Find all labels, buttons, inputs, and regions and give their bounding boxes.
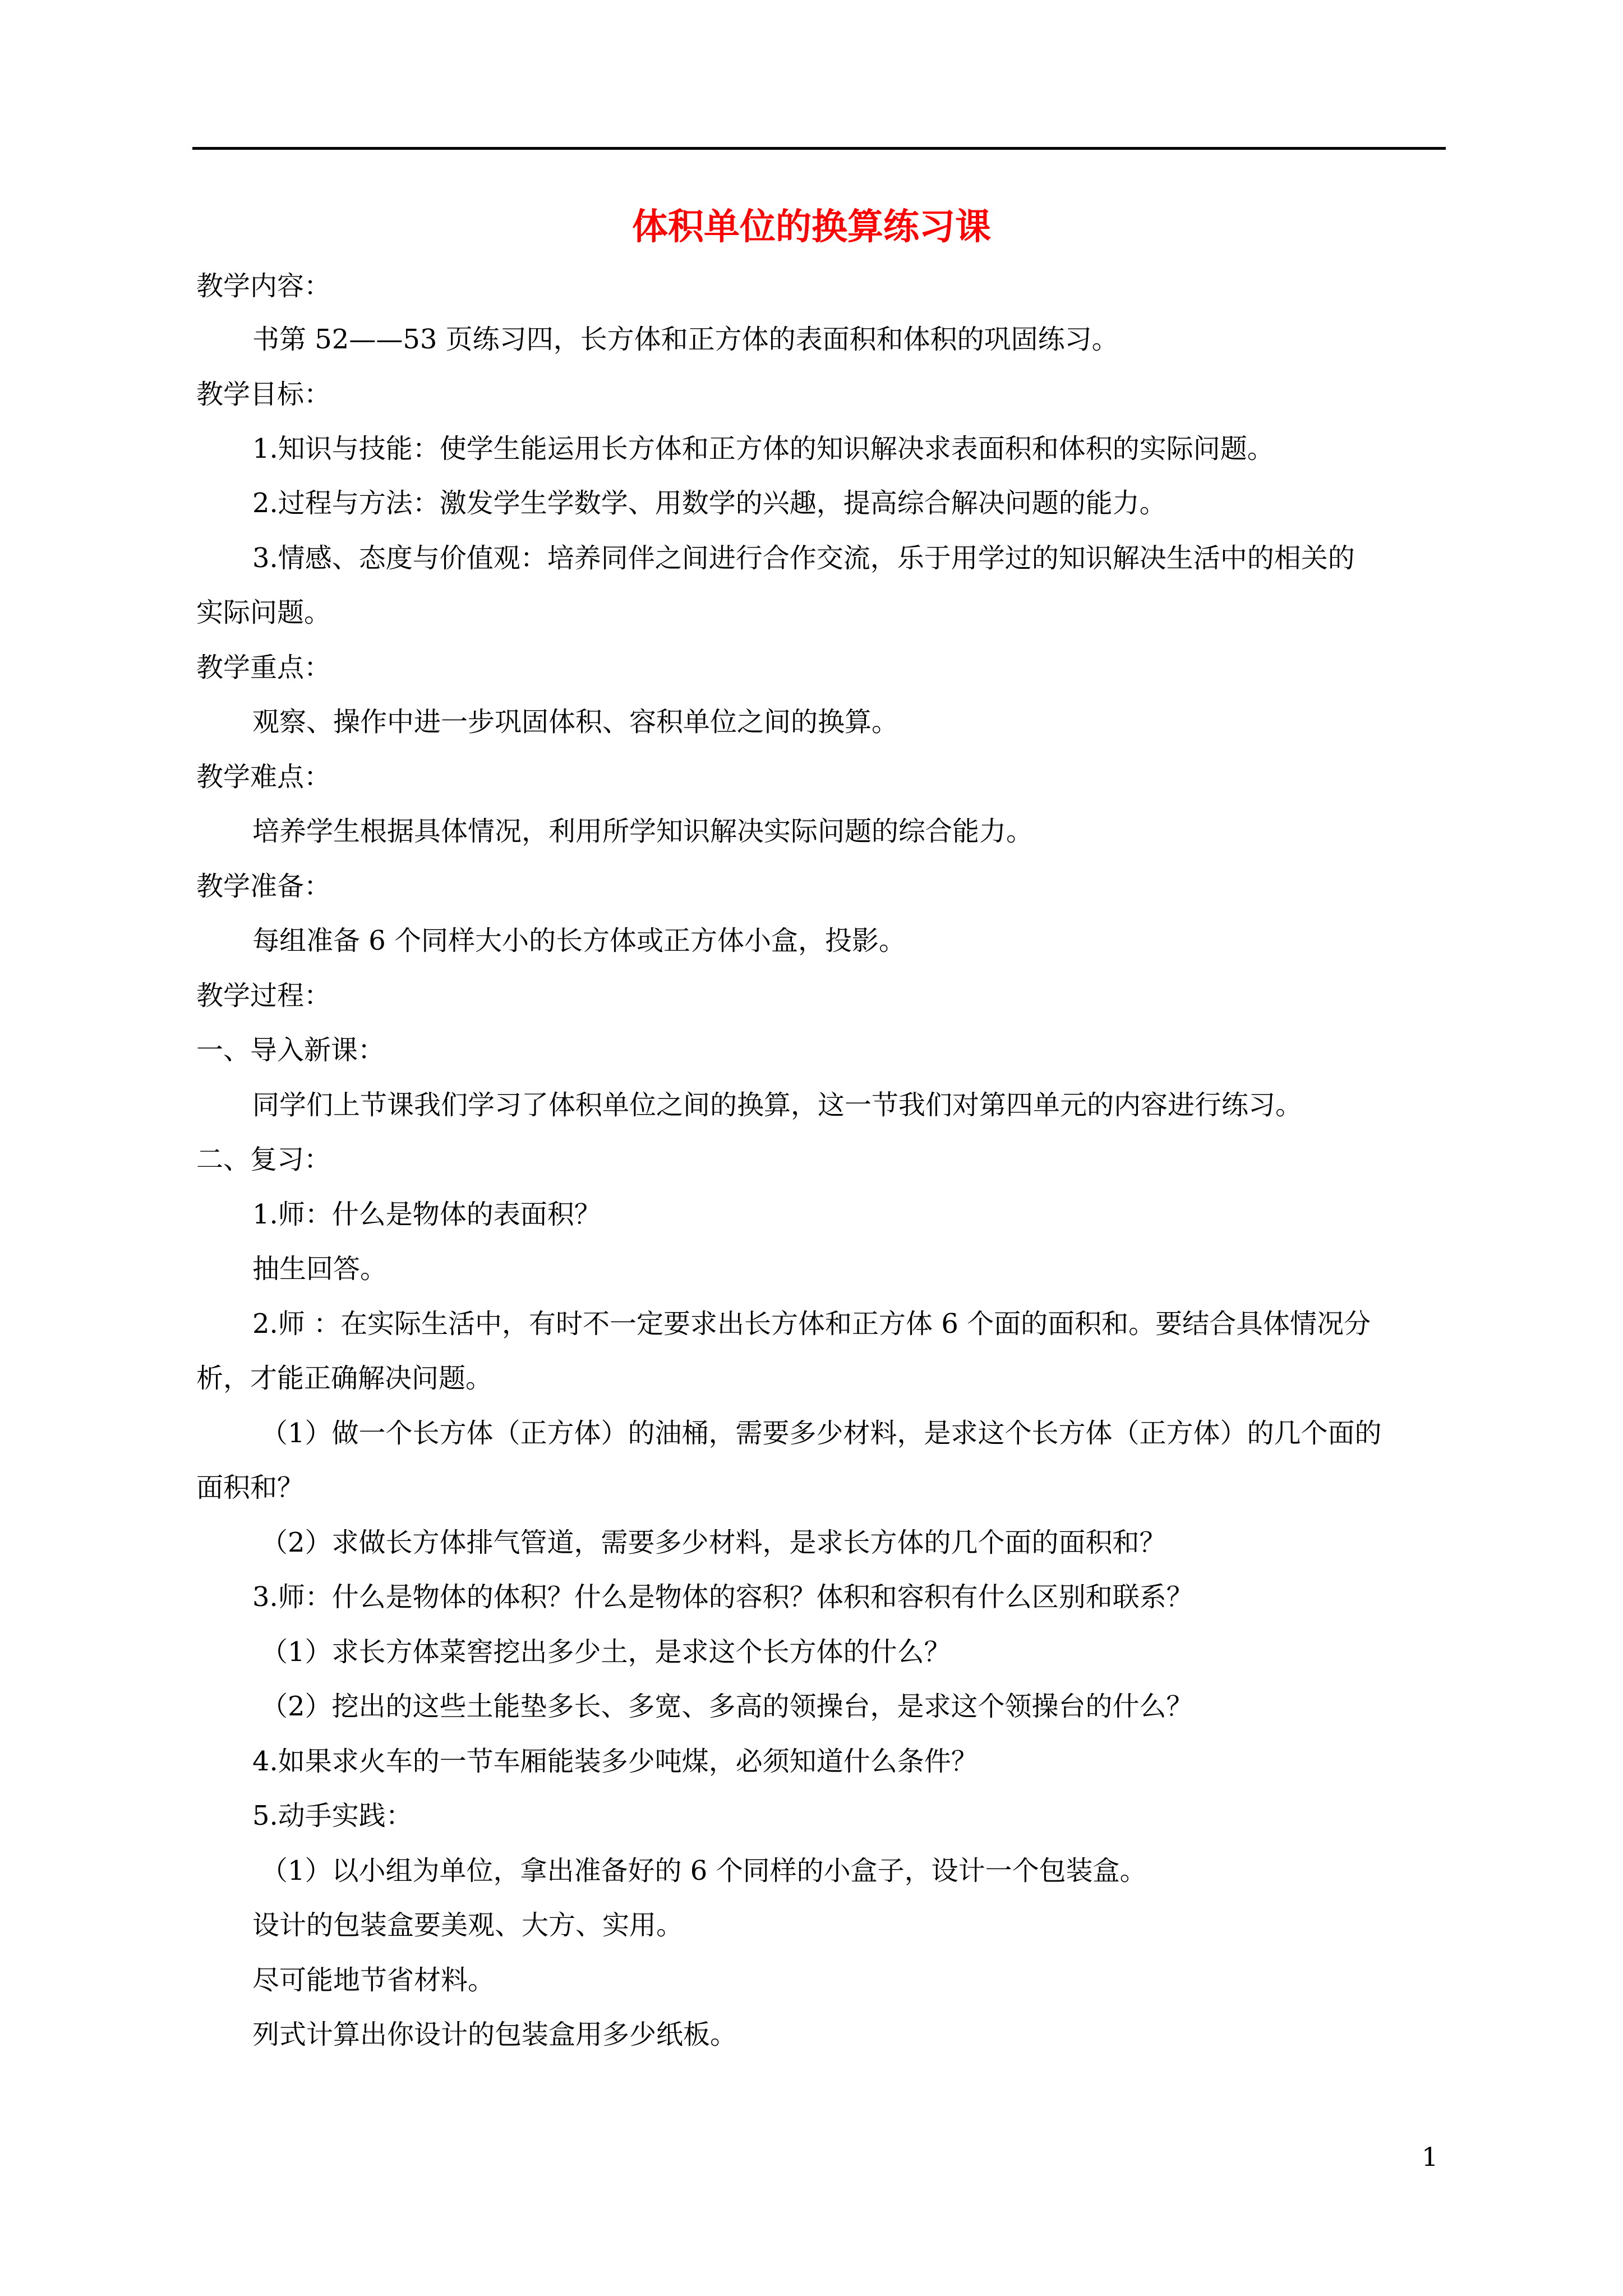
paragraph-line: 1.师：什么是物体的表面积？ <box>252 1199 601 1230</box>
paragraph-line: 书第 52——53 页练习四，长方体和正方体的表面积和体积的巩固练习。 <box>252 324 1119 355</box>
paragraph-line: 4.如果求火车的一节车厢能装多少吨煤，必须知道什么条件？ <box>252 1746 978 1777</box>
paragraph-line: 3.师：什么是物体的体积？什么是物体的容积？体积和容积有什么区别和联系？ <box>252 1581 1193 1613</box>
paragraph-line: 3.情感、态度与价值观：培养同伴之间进行合作交流，乐于用学过的知识解决生活中的相关的 <box>252 542 1355 574</box>
section-heading-preparation: 教学准备： <box>196 871 331 902</box>
paragraph-line: 面积和？ <box>196 1472 305 1503</box>
paragraph-line: （2）挖出的这些土能垫多长、多宽、多高的领操台，是求这个领操台的什么？ <box>261 1691 1193 1722</box>
paragraph-line: 列式计算出你设计的包装盒用多少纸板。 <box>252 2019 737 2050</box>
paragraph-line: 每组准备 6 个同样大小的长方体或正方体小盒，投影。 <box>252 925 906 956</box>
section-heading-teaching-goals: 教学目标： <box>196 379 331 410</box>
paragraph-line: 培养学生根据具体情况，利用所学知识解决实际问题的综合能力。 <box>252 816 1034 847</box>
section-heading-key-points: 教学重点： <box>196 652 331 683</box>
paragraph-line: 实际问题。 <box>196 597 331 628</box>
header-rule <box>192 147 1446 150</box>
paragraph-line: 1.知识与技能：使学生能运用长方体和正方体的知识解决求表面积和体积的实际问题。 <box>252 433 1274 464</box>
paragraph-line: 观察、操作中进一步巩固体积、容积单位之间的换算。 <box>252 706 899 738</box>
paragraph-line: 设计的包装盒要美观、大方、实用。 <box>252 1910 684 1941</box>
paragraph-line: 析，才能正确解决问题。 <box>196 1363 493 1394</box>
paragraph-line: （1）求长方体菜窖挖出多少土，是求这个长方体的什么？ <box>261 1636 951 1668</box>
paragraph-line: （1）做一个长方体（正方体）的油桶，需要多少材料，是求这个长方体（正方体）的几个面的 <box>261 1418 1382 1449</box>
paragraph-line: 2.师 ：在实际生活中，有时不一定要求出长方体和正方体 6 个面的面积和。要结合具体情况分 <box>252 1308 1371 1340</box>
section-heading-introduction: 一、导入新课： <box>196 1034 385 1066</box>
paragraph-line: 同学们上节课我们学习了体积单位之间的换算，这一节我们对第四单元的内容进行练习。 <box>252 1089 1303 1121</box>
paragraph-line: 尽可能地节省材料。 <box>252 1964 495 1996</box>
section-heading-process: 教学过程： <box>196 980 331 1011</box>
paragraph-line: 5.动手实践： <box>252 1800 413 1832</box>
page-number: 1 <box>1422 2142 1438 2172</box>
paragraph-line: （1）以小组为单位，拿出准备好的 6 个同样的小盒子，设计一个包装盒。 <box>261 1855 1147 1887</box>
section-heading-review: 二、复习： <box>196 1144 331 1175</box>
paragraph-line: （2）求做长方体排气管道，需要多少材料，是求长方体的几个面的面积和？ <box>261 1527 1166 1558</box>
section-heading-difficulties: 教学难点： <box>196 761 331 793</box>
section-heading-teaching-content: 教学内容： <box>196 270 331 302</box>
paragraph-line: 抽生回答。 <box>252 1253 388 1285</box>
page-title: 体积单位的换算练习课 <box>632 206 991 248</box>
paragraph-line: 2.过程与方法：激发学生学数学、用数学的兴趣，提高综合解决问题的能力。 <box>252 487 1166 519</box>
